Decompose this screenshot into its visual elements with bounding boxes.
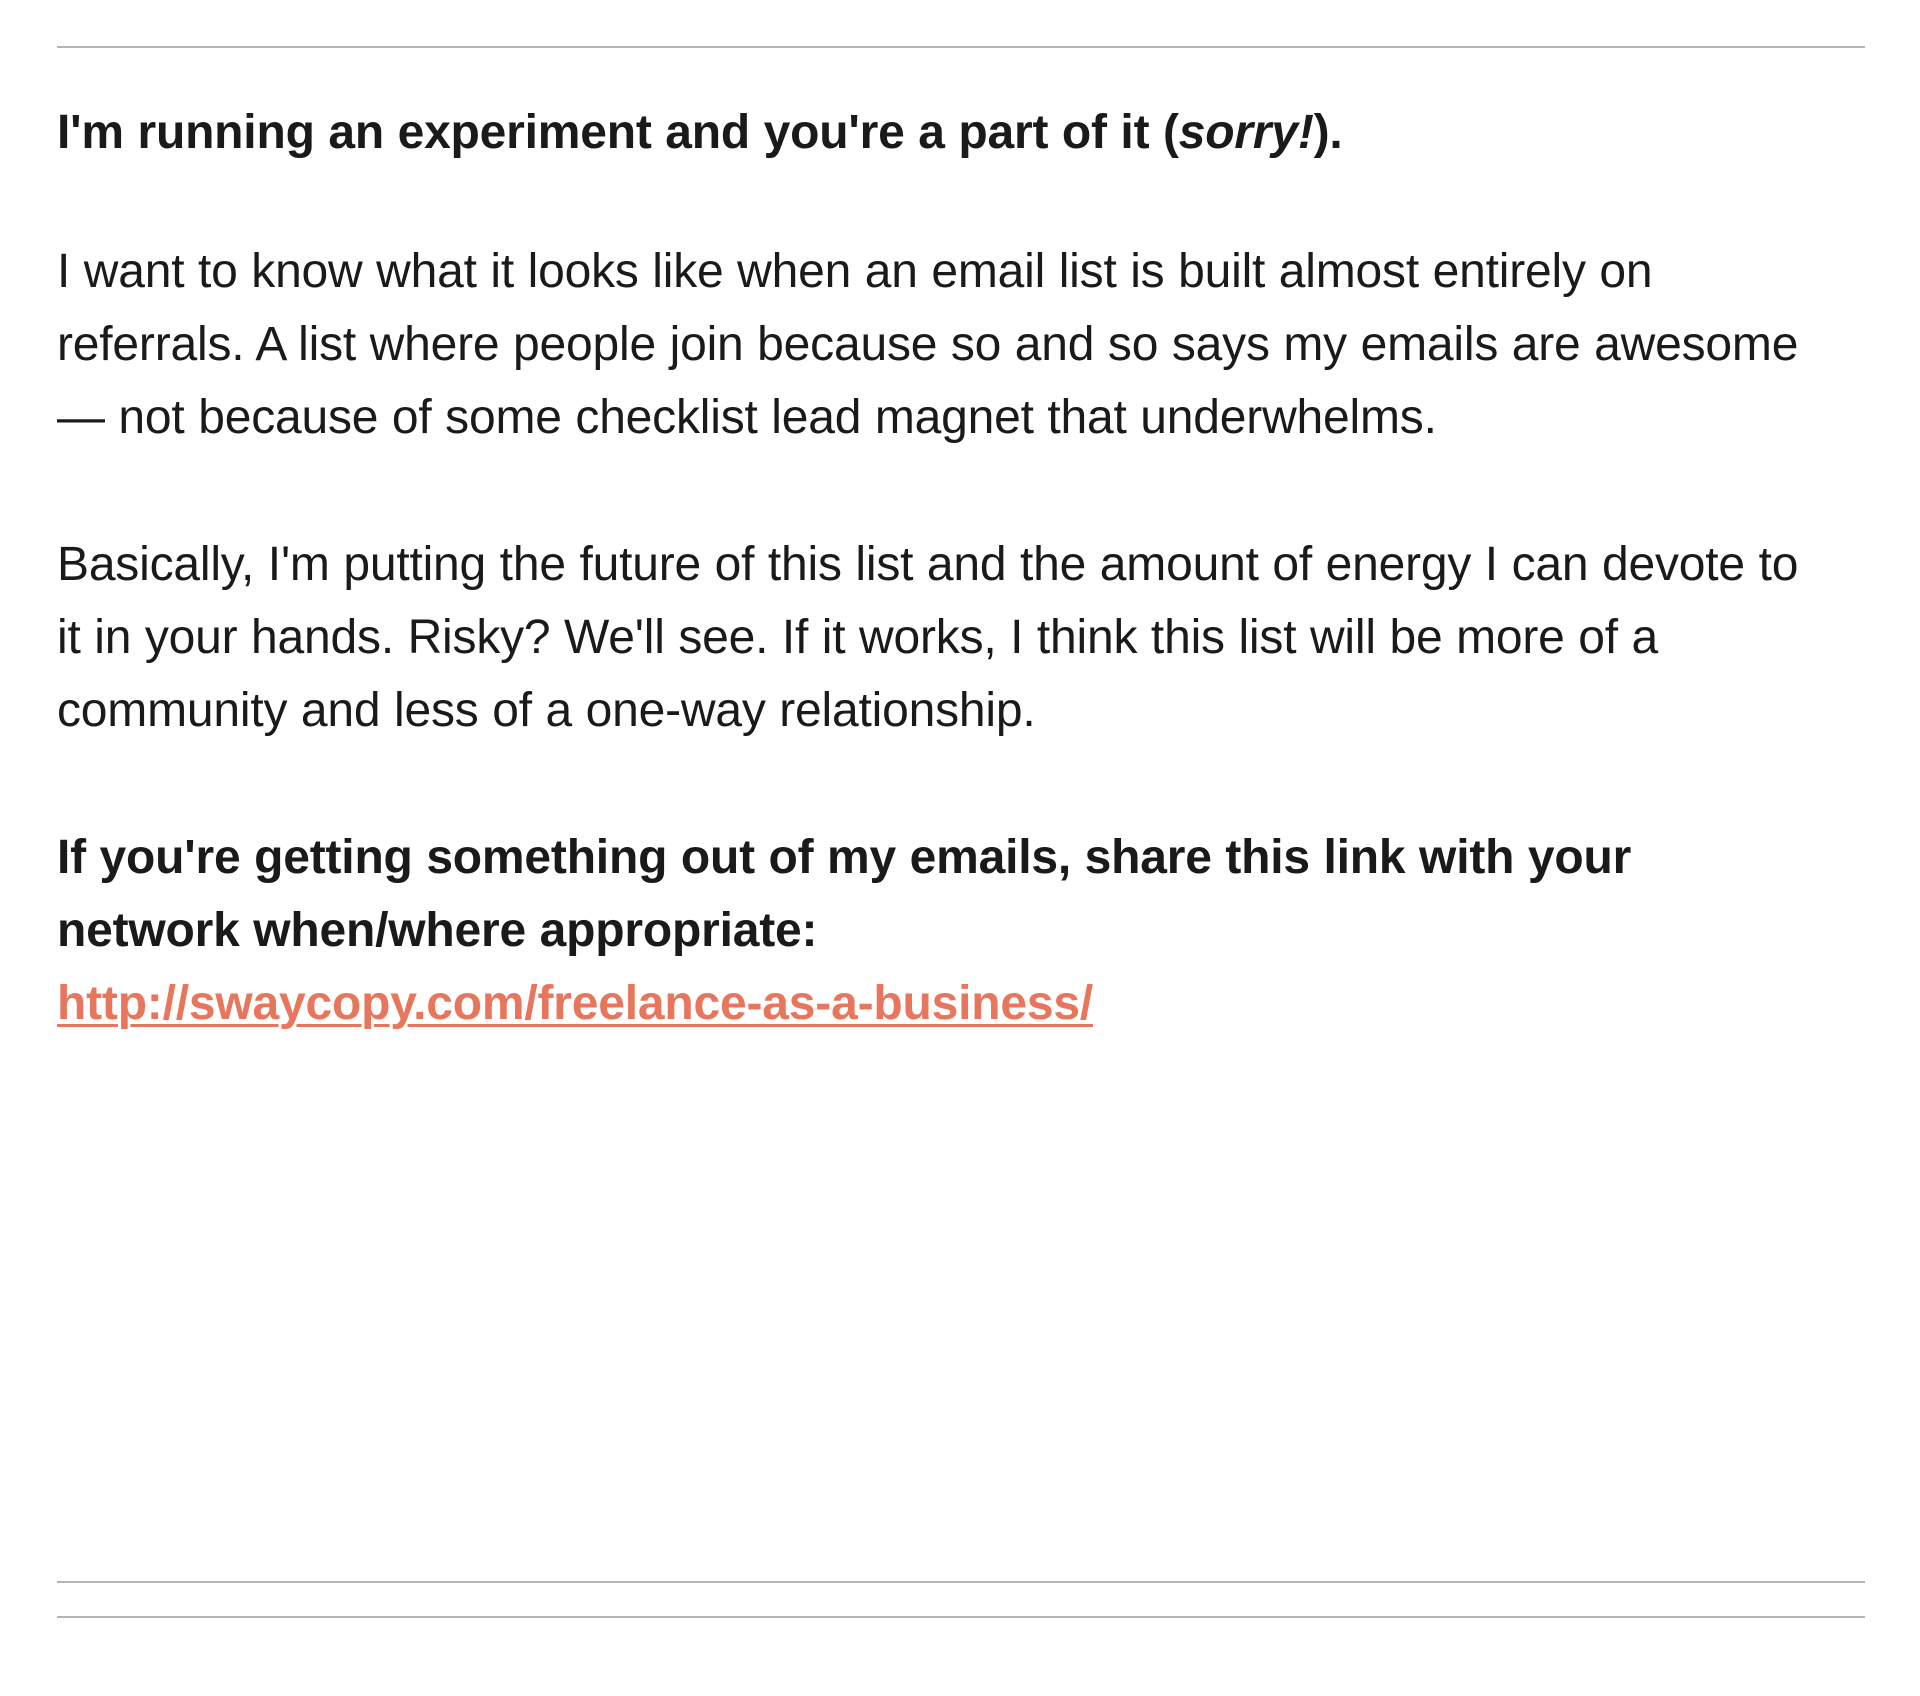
headline-prefix: I'm running an experiment and you're a part of it ( [57,106,1179,159]
footer-dividers [57,1581,1865,1618]
headline-paragraph [57,96,1827,169]
paragraph-future-of-list: Basically, I'm putting the future of this list and the amount of energy I can devote to it in your hands. Risky? We'll see. If it works, I think this list will be more of a community and less of a one-way relationship. [57,538,1799,737]
call-to-action-text: If you're getting something out of my emails, share this link with your network when/where appropriate: [57,831,1632,957]
headline-suffix: ). [1313,106,1343,159]
bottom-divider-secondary [57,1616,1865,1618]
top-divider [57,46,1865,48]
share-link[interactable]: http://swaycopy.com/freelance-as-a-business/ [57,977,1093,1030]
headline-emphasis: sorry! [1178,106,1314,159]
call-to-action-paragraph [57,821,1757,1040]
email-body-text [57,96,1827,1040]
email-content-column [57,0,1865,1040]
bottom-divider-primary [57,1581,1865,1583]
paragraph-referrals: I want to know what it looks like when an email list is built almost entirely on referrals. A list where people join because so and so says my emails are awesome — not because of some checklist lead magnet that underwhelms. [57,245,1799,444]
